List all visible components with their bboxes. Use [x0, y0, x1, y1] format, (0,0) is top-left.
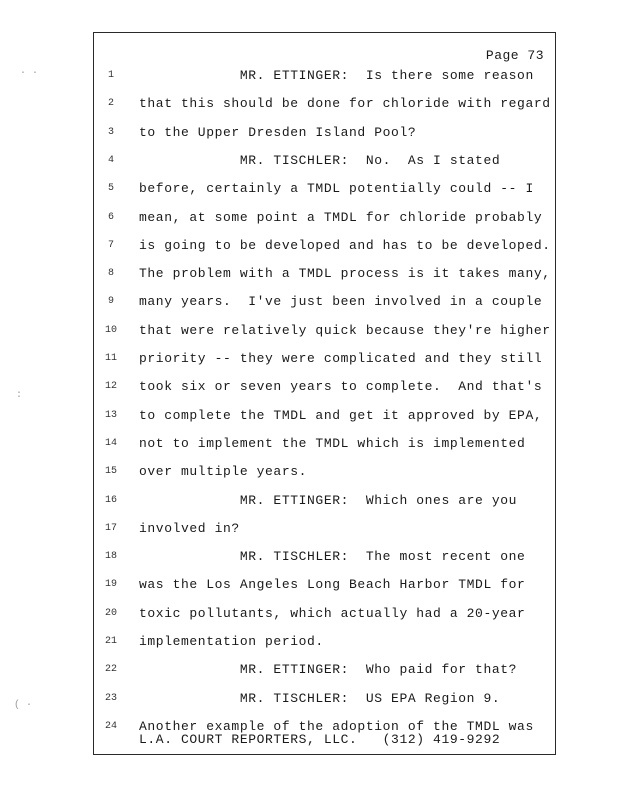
- line-number: 23: [104, 692, 117, 704]
- line-number: 14: [104, 437, 117, 449]
- transcript-line: [0, 208, 619, 228]
- line-text: MR. ETTINGER: Who paid for that?: [139, 662, 518, 678]
- line-number: 9: [107, 296, 114, 308]
- transcript-line: [0, 434, 619, 454]
- scan-speck: ( ·: [14, 700, 33, 711]
- line-text: over multiple years.: [139, 464, 308, 480]
- line-text: before, certainly a TMDL potentially could -- I: [139, 181, 534, 197]
- line-number: 20: [104, 607, 117, 619]
- scan-speck: :: [16, 390, 23, 401]
- line-text: to the Upper Dresden Island Pool?: [139, 124, 417, 140]
- line-number: 15: [104, 466, 117, 478]
- transcript-line: [0, 94, 619, 114]
- court-reporter-footer: L.A. COURT REPORTERS, LLC. (312) 419-9292: [139, 732, 501, 747]
- line-number: 7: [107, 239, 114, 251]
- line-number: 13: [104, 409, 117, 421]
- transcript-line: [0, 349, 619, 369]
- transcript-line: [0, 689, 619, 709]
- transcript-line: [0, 406, 619, 426]
- line-number: 5: [107, 183, 114, 195]
- line-text: to complete the TMDL and get it approved by EPA,: [139, 407, 543, 423]
- transcript-line: [0, 377, 619, 397]
- transcript-line: [0, 292, 619, 312]
- line-text: implementation period.: [139, 634, 324, 649]
- line-text: that this should be done for chloride with regard: [139, 96, 551, 112]
- transcript-line: [0, 66, 619, 86]
- line-number: 17: [104, 522, 117, 534]
- transcript-line: [0, 491, 619, 511]
- line-number: 4: [107, 154, 114, 166]
- line-text: mean, at some point a TMDL for chloride probably: [139, 209, 543, 225]
- line-text: toxic pollutants, which actually had a 20-year: [139, 605, 526, 621]
- transcript-line: [0, 604, 619, 624]
- transcript-line: [0, 547, 619, 567]
- line-text: many years. I've just been involved in a couple: [139, 294, 543, 310]
- line-number: 11: [104, 353, 117, 364]
- line-text: MR. TISCHLER: No. As I stated: [139, 152, 501, 168]
- scan-speck: · ·: [20, 68, 39, 79]
- line-text: involved in?: [139, 520, 240, 536]
- line-number: 10: [104, 324, 117, 336]
- line-number: 24: [104, 720, 117, 732]
- line-text: The problem with a TMDL process is it takes many,: [139, 266, 551, 282]
- transcript-line: [0, 151, 619, 171]
- transcript-line: [0, 660, 619, 680]
- line-text: MR. TISCHLER: The most recent one: [139, 549, 526, 565]
- line-text: not to implement the TMDL which is implemented: [139, 435, 526, 451]
- line-number: 19: [104, 579, 117, 591]
- transcript-line: [0, 462, 619, 482]
- transcript-line: [0, 321, 619, 341]
- line-text: MR. TISCHLER: US EPA Region 9.: [139, 690, 501, 706]
- page-number: Page 73: [485, 48, 544, 63]
- line-number: 12: [104, 381, 117, 393]
- line-number: 22: [104, 664, 117, 676]
- transcript-line: [0, 575, 619, 595]
- line-number: 6: [107, 211, 114, 223]
- line-text: was the Los Angeles Long Beach Harbor TMDL for: [139, 577, 526, 593]
- line-number: 1: [107, 70, 114, 81]
- line-text: MR. ETTINGER: Which ones are you: [139, 492, 518, 508]
- transcript-line: [0, 123, 619, 143]
- transcript-line: [0, 264, 619, 284]
- transcript-line: [0, 179, 619, 199]
- line-number: 8: [107, 268, 114, 280]
- line-text: Another example of the adoption of the TMDL was: [139, 718, 534, 734]
- line-number: 18: [104, 551, 117, 563]
- line-text: that were relatively quick because they're higher: [139, 322, 551, 338]
- line-text: MR. ETTINGER: Is there some reason: [139, 68, 534, 83]
- line-text: took six or seven years to complete. And that's: [139, 379, 543, 395]
- line-number: 16: [104, 494, 117, 506]
- line-text: priority -- they were complicated and they still: [139, 351, 543, 366]
- transcript-line: [0, 236, 619, 256]
- line-number: 21: [104, 636, 117, 647]
- transcript-line: [0, 632, 619, 652]
- line-number: 2: [107, 98, 114, 110]
- line-number: 3: [107, 126, 114, 138]
- transcript-line: [0, 519, 619, 539]
- line-text: is going to be developed and has to be developed.: [139, 237, 551, 253]
